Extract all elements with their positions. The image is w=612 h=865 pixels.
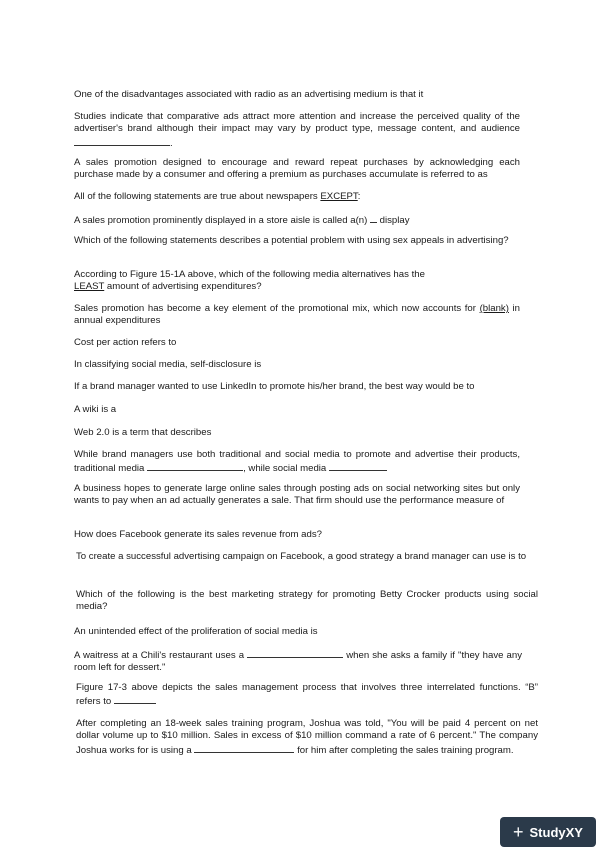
answer-blank bbox=[370, 213, 377, 223]
question-20: A waitress at a Chili's restaurant uses a when she asks a family if "they have any room left for dessert." bbox=[74, 650, 523, 674]
question-6: Which of the following statements describes a potential problem with using sex appeals in advertising? bbox=[74, 235, 509, 246]
answer-blank bbox=[194, 743, 294, 753]
question-19: An unintended effect of the proliferation of social media is bbox=[74, 626, 318, 637]
question-11: If a brand manager wanted to use LinkedIn to promote his/her brand, the best way would be to bbox=[74, 381, 475, 392]
question-5: A sales promotion prominently displayed in a store aisle is called a(n) display bbox=[74, 215, 410, 226]
question-18: Which of the following is the best marketing strategy for promoting Betty Crocker products using social media? bbox=[76, 589, 538, 613]
question-3: A sales promotion designed to encourage and reward repeat purchases by acknowledging each purchase made by a consumer and offering a premium as purchases accumulate is referred to as bbox=[74, 157, 520, 181]
question-22: After completing an 18-week sales training program, Joshua was told, "You will be paid 4 percent on net dollar volume up to $10 million. Sales in excess of $10 million command a rate of 6 percent." The company Joshua works for is using a for him after completing the sales training program. bbox=[76, 718, 538, 756]
question-2: Studies indicate that comparative ads attract more attention and increase the perceived quality of the advertiser's brand although their impact may vary by product type, message content, and audience . bbox=[74, 111, 520, 149]
question-1: One of the disadvantages associated with radio as an advertising medium is that it bbox=[74, 89, 424, 100]
answer-blank bbox=[74, 136, 170, 146]
studyxy-logo bbox=[500, 817, 596, 847]
question-21: Figure 17-3 above depicts the sales management process that involves three interrelated functions. “B” refers to bbox=[76, 682, 538, 708]
question-17: To create a successful advertising campaign on Facebook, a good strategy a brand manager can use is to bbox=[76, 551, 527, 562]
question-8: Sales promotion has become a key element of the promotional mix, which now accounts for (blank) in annual expenditures bbox=[74, 303, 521, 327]
question-4: All of the following statements are true about newspapers EXCEPT: bbox=[74, 191, 361, 202]
question-9: Cost per action refers to bbox=[74, 337, 177, 348]
answer-blank bbox=[147, 461, 243, 471]
question-16: How does Facebook generate its sales revenue from ads? bbox=[74, 529, 322, 540]
question-12: A wiki is a bbox=[74, 404, 117, 415]
question-7: According to Figure 15-1A above, which of the following media alternatives has the LEAST amount of advertising expenditures? bbox=[74, 269, 425, 293]
plus-icon: + bbox=[513, 822, 524, 842]
brand-name: StudyXY bbox=[529, 824, 583, 840]
answer-blank bbox=[114, 694, 156, 704]
question-15: A business hopes to generate large online sales through posting ads on social networking sites but only wants to pay when an ad actually generates a sale. That firm should use the performance measure of bbox=[74, 483, 520, 507]
question-10: In classifying social media, self-disclosure is bbox=[74, 359, 262, 370]
question-14: While brand managers use both traditional and social media to promote and advertise their products, traditional media , while social media bbox=[74, 449, 520, 475]
answer-blank bbox=[247, 648, 343, 658]
question-13: Web 2.0 is a term that describes bbox=[74, 427, 212, 438]
answer-blank bbox=[329, 461, 387, 471]
